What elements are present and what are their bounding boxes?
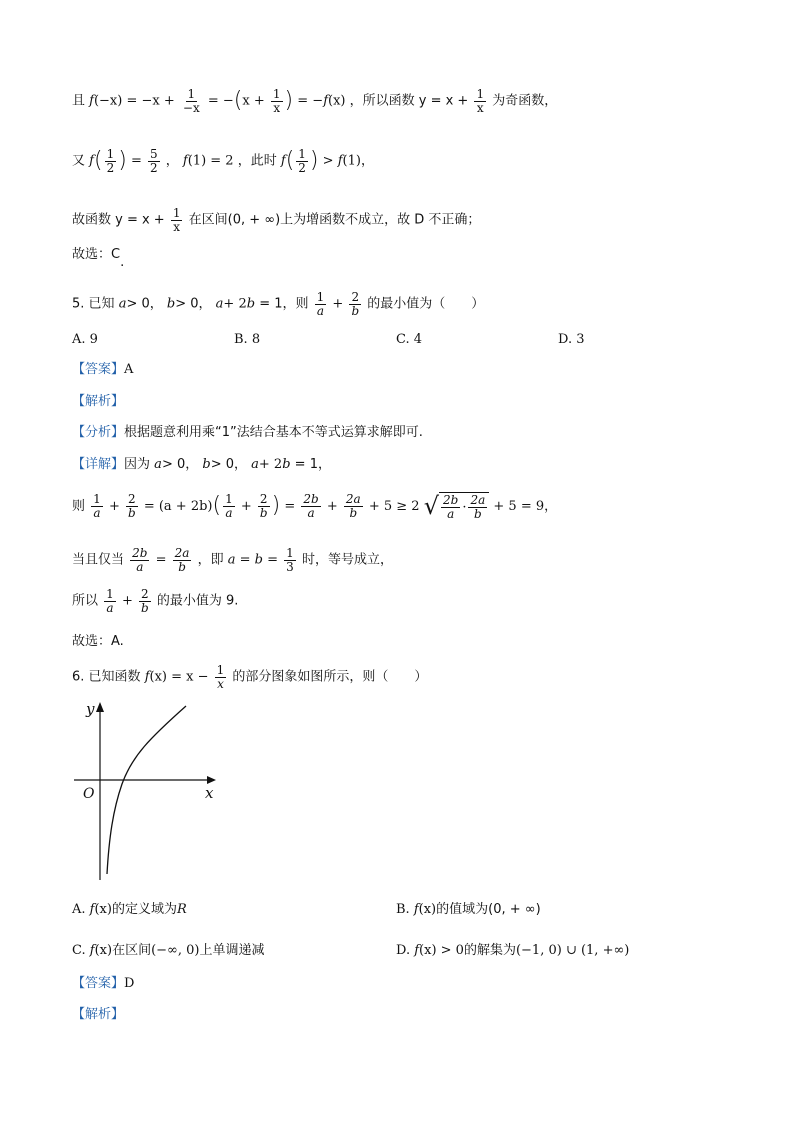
option-5c: C. 4 <box>396 332 423 347</box>
function-curve <box>107 706 186 874</box>
question-5: 5. 已知 a> 0， b> 0， a+ 2b = 1，则 $\frac{1}{a}$ + $\frac{2}{b}$ 的最小值为（ ） <box>72 290 485 318</box>
line-minimum: 所以 $\frac{1}{a}$ + $\frac{2}{b}$ 的最小值为 9. <box>72 587 239 615</box>
x-axis-label: x <box>205 784 214 802</box>
fraction: $\frac{2}{b}$ <box>351 290 360 318</box>
function-graph <box>70 698 230 883</box>
fraction: $\frac{1}{-x}$ <box>182 87 200 115</box>
analysis-5: 【分析】根据题意利用乘“1”法结合基本不等式运算求解即可. <box>72 425 423 440</box>
analysis-heading-5: 【解析】 <box>72 394 125 409</box>
option-6b: B. f(x)的值域为(0, + ∞) <box>396 902 541 917</box>
detail-5: 【详解】因为 a> 0， b> 0， a+ 2b = 1， <box>72 457 331 472</box>
line-derivation: 则 $\frac{1}{a}$ + $\frac{2}{b}$ = (a + 2b)( $\frac{1}{a}$ + $\frac{2}{b}$ ) = $\frac{2b}{a}$ + $\frac{2a}{b}$ + 5 ≥ 2 √ $\frac{2b}{a}$ · $\frac{2a}{b}$ + 5 = 9， <box>72 492 558 521</box>
fraction: $\frac{1}{a}$ <box>316 290 325 318</box>
line-equality: 当且仅当 $\frac{2b}{a}$ = $\frac{2a}{b}$ ，即 a = b = $\frac{1}{3}$ 时，等号成立， <box>72 546 393 574</box>
y-axis-arrow <box>96 702 104 712</box>
option-5a: A. 9 <box>72 332 98 347</box>
line-choose-a: 故选：A. <box>72 634 124 649</box>
fraction: $\frac{1}{x}$ <box>272 87 281 115</box>
option-6c: C. f(x)在区间(−∞, 0)上单调递减 <box>72 943 265 958</box>
line-counterexample: 又 f( $\frac{1}{2}$ ) = $\frac{5}{2}$ ， f(1) = 2 ，此时 f( $\frac{1}{2}$ ) > f(1)， <box>72 147 374 175</box>
fraction: $\frac{1}{2}$ <box>298 147 306 175</box>
line-conclusion-d: 故函数 y = x + $\frac{1}{x}$ 在区间(0, + ∞)上为增函数不成立，故 D 不正确； <box>72 206 481 234</box>
option-6a: A. f(x)的定义域为R <box>72 902 187 917</box>
option-6d: D. f(x) > 0的解集为(−1, 0) ∪ (1, +∞) <box>396 943 630 958</box>
x-axis-arrow <box>207 776 216 784</box>
option-5d: D. 3 <box>558 332 585 347</box>
fraction: $\frac{1}{x}$ <box>172 206 181 234</box>
y-axis-label: y <box>86 700 95 718</box>
analysis-heading-6: 【解析】 <box>72 1007 125 1022</box>
fraction: $\frac{5}{2}$ <box>149 147 158 175</box>
answer-5: 【答案】A <box>72 362 134 377</box>
option-5b: B. 8 <box>234 332 261 347</box>
origin-label: O <box>83 786 95 802</box>
question-6: 6. 已知函数 f(x) = x − $\frac{1}{x}$ 的部分图象如图所示，则（ ） <box>72 663 428 691</box>
line-odd-function: 且 f(−x) = −x + $\frac{1}{-x}$ = −(x + $\frac{1}{x}$ ) = −f(x) ，所以函数 y = x + $\frac{1}{x}$ 为奇函数， <box>72 87 558 115</box>
line-choose-c: 故选：C. <box>72 247 125 270</box>
fraction: $\frac{1}{x}$ <box>476 87 485 115</box>
square-root: √ $\frac{2b}{a}$ · $\frac{2a}{b}$ <box>424 492 490 521</box>
answer-6: 【答案】D <box>72 976 135 991</box>
fraction: $\frac{1}{2}$ <box>106 147 115 175</box>
